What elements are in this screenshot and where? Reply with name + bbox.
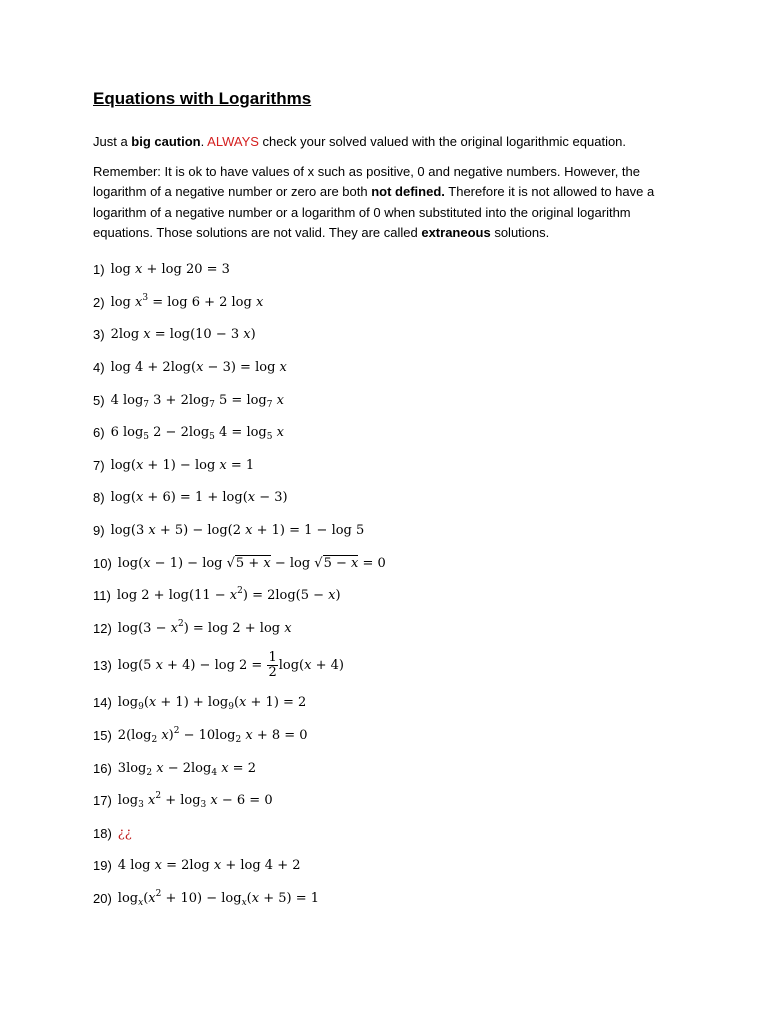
equation: log(3 x + 5) − log(2 x + 1) = 1 − log 5: [110, 523, 365, 539]
equation: 4 $\log_7 3 + 2\log_7$ $5 = \log_7 x$: [110, 392, 284, 410]
problem-item: [93, 719, 683, 752]
problem-number: 3): [93, 327, 105, 343]
equation: log(5 x + 4) − log 2 = $\frac{1}{2}$ log(x + 4): [117, 650, 344, 681]
equation: 6 $\log_5 2 - 2\log_5$ $4 = \log_5 x$: [110, 425, 284, 443]
problem-item: [93, 254, 683, 287]
equation: $3\log_2$ $x - 2\log_4$ x = 2: [117, 760, 256, 778]
problem-item: [93, 319, 683, 352]
problem-number: 4): [93, 360, 105, 376]
equation: $\log(3 - x^2) = \log 2 + \log x$: [117, 618, 292, 636]
equation: log(x + 1) − log x = 1: [110, 457, 255, 473]
remember-paragraph: [93, 162, 683, 244]
caution-bold: big caution: [131, 134, 201, 149]
equation: 4 log x = 2log x + log 4 + 2: [117, 858, 301, 874]
problem-item: [93, 449, 683, 482]
equation-placeholder: ¿¿: [117, 825, 132, 841]
remember-bold-2: extraneous: [421, 225, 491, 240]
problem-item: [93, 645, 683, 687]
caution-paragraph: [93, 132, 683, 153]
caution-always: ALWAYS: [207, 134, 259, 149]
problem-number: 13): [93, 658, 112, 674]
problem-item: [93, 687, 683, 720]
problem-item: [93, 514, 683, 547]
problem-number: 17): [93, 793, 112, 809]
problem-item: [93, 579, 683, 612]
remember-text-3: solutions.: [490, 225, 550, 240]
problem-number: 1): [93, 262, 105, 278]
problem-item: [93, 784, 683, 817]
equation: $\log x^3 = \log 6 + 2$ log x: [110, 292, 264, 310]
equation: log x + log 20 = 3: [110, 262, 230, 278]
problem-number: 15): [93, 728, 112, 744]
problem-item: [93, 817, 683, 850]
caution-lead: Just a: [93, 134, 132, 149]
equation: $2(\log_2$ $x)^2 - 10\log_2$ x + 8 = 0: [117, 726, 308, 746]
problem-number: 7): [93, 457, 105, 473]
problem-item: [93, 482, 683, 515]
problem-item: [93, 286, 683, 319]
equation: $\log 2 + \log(11 - x^2) = 2\log(5 - x)$: [116, 586, 341, 604]
remember-text-2: Therefore it is not allowed to have a logarithm of a negative number or a logarithm of 0 when substituted into the original logarithm equations. Those solutions are not valid. They are called: [93, 184, 655, 240]
problem-number: 12): [93, 620, 112, 636]
caution-rest: check your solved valued with the original logarithmic equation.: [258, 134, 627, 149]
equation: log(x − 1) − log √5 + x − log √5 − x = 0: [117, 555, 386, 571]
page-title: Equations with Logarithms: [93, 89, 312, 108]
problem-number: 11): [93, 588, 111, 604]
problem-item: [93, 752, 683, 785]
problem-item: [93, 384, 683, 417]
problem-list: [93, 254, 683, 915]
problem-number: 9): [93, 523, 105, 539]
remember-text-1: Remember: It is ok to have values of x such as positive, 0 and negative numbers. However, the logarithm of a negative number or zero are both: [93, 163, 641, 199]
equation: $\log_x(x^2 + 10) - \log_x(x + 5) = 1$: [117, 888, 320, 908]
problem-item: [93, 612, 683, 645]
equation: log(x + 6) = 1 + log(x − 3): [110, 490, 288, 506]
document-page: [93, 88, 683, 915]
problem-number: 20): [93, 890, 112, 906]
problem-number: 2): [93, 294, 105, 310]
remember-bold-1: not defined.: [371, 184, 445, 199]
equation: $\log_3 x^2 + \log_3 x - 6 = 0$: [117, 791, 273, 811]
problem-item: [93, 547, 683, 580]
equation: $\log_9(x + 1) + \log_9(x + 1) = 2$: [117, 695, 307, 713]
equation: log 4 + 2log(x − 3) = log x: [110, 360, 287, 376]
problem-item: [93, 882, 683, 915]
problem-number: 18): [93, 825, 112, 841]
problem-number: 6): [93, 425, 105, 441]
caution-mid: .: [200, 134, 208, 149]
problem-number: 16): [93, 760, 112, 776]
problem-number: 14): [93, 695, 112, 711]
problem-item: [93, 351, 683, 384]
problem-number: 5): [93, 392, 105, 408]
problem-number: 10): [93, 555, 112, 571]
problem-item: [93, 850, 683, 883]
problem-number: 19): [93, 858, 112, 874]
equation: 2log x = log(10 − 3 x): [110, 327, 256, 343]
problem-number: 8): [93, 490, 105, 506]
problem-item: [93, 416, 683, 449]
